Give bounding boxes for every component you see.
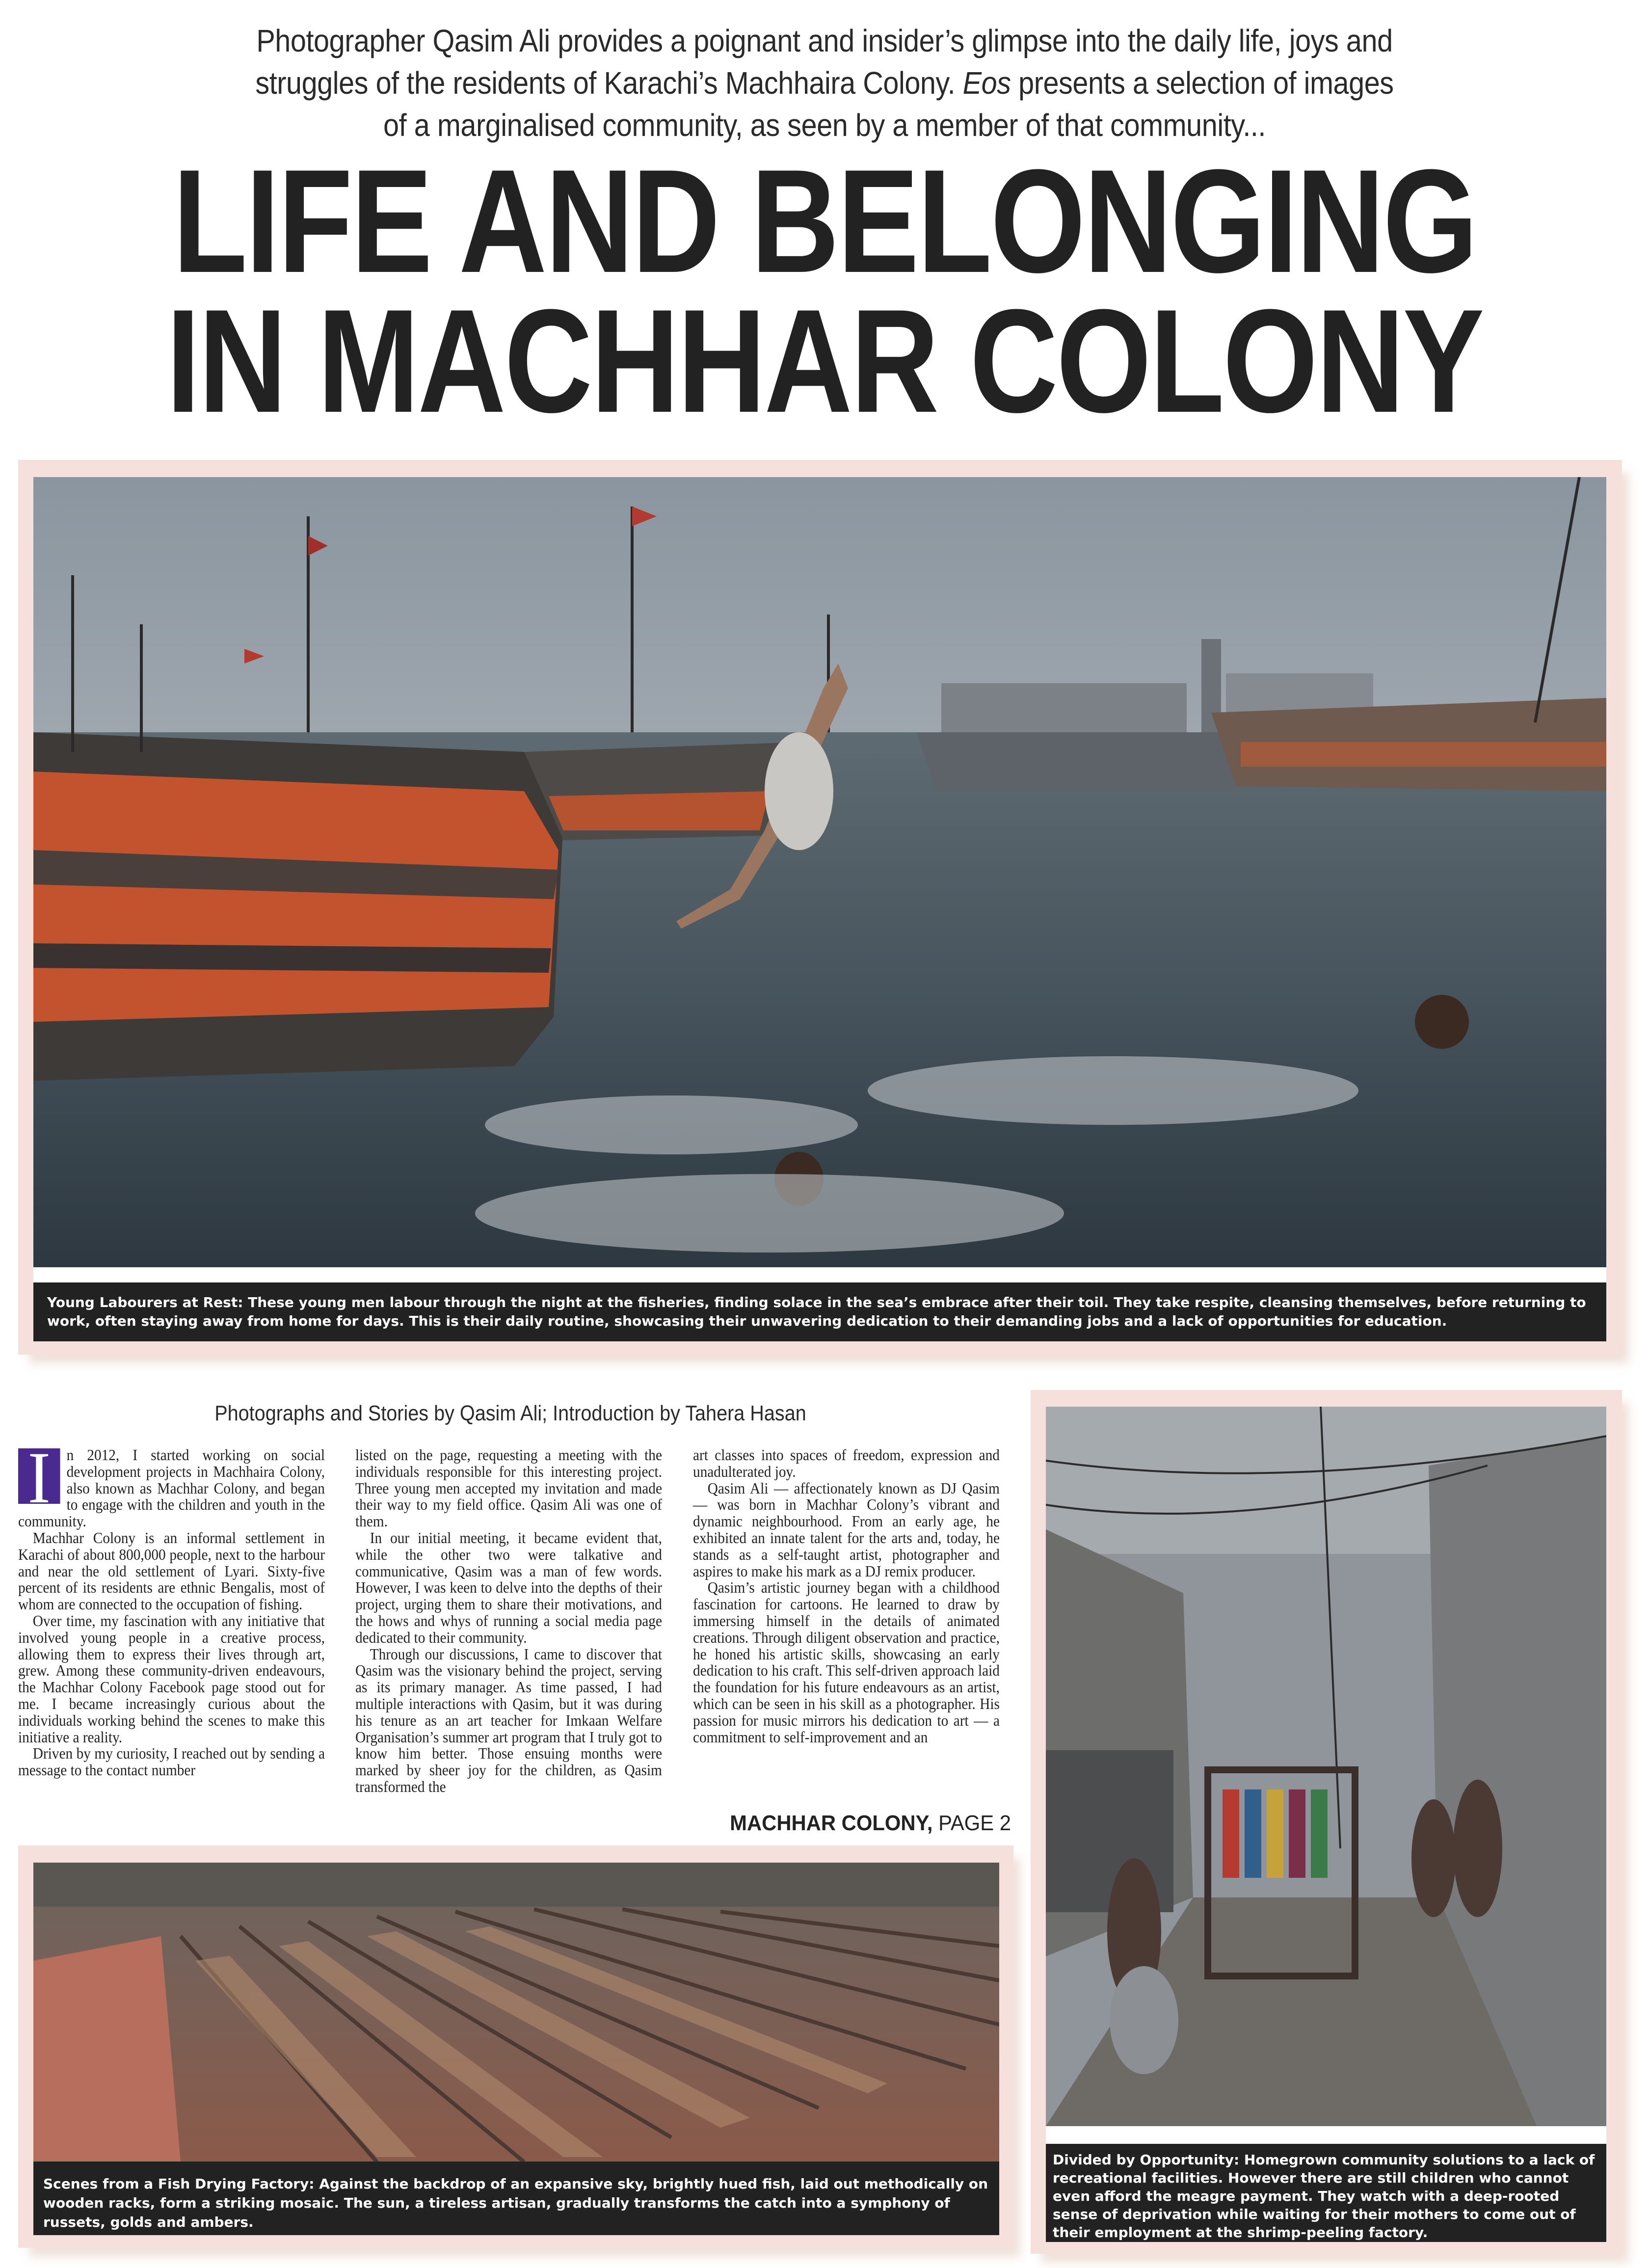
article-column-1	[18, 1437, 325, 1779]
jump-page: PAGE 2	[932, 1811, 1011, 1835]
caption-spacer	[1046, 2126, 1606, 2144]
standfirst-text: presents a selection of images	[1011, 65, 1394, 101]
paragraph: Qasim’s artistic journey began with a childhood fascination for cartoons. He learned to draw by immersing himself in the details of animated creations. Through diligent observation and practice, he honed his artistic skills, showcasing an early dedication to his craft. This self-driven approach laid the foundation for his future endeavours as an artist, which can be seen in his skill as a photographer. His passion for music mirrors his dedication to art — a commitment to self-improvement and an	[693, 1579, 1000, 1746]
headline-line-2: IN MACHHAR COLONY	[166, 278, 1483, 443]
main-photo	[33, 477, 1606, 1267]
standfirst	[127, 20, 1522, 146]
jump-label: MACHHAR COLONY,	[730, 1811, 933, 1835]
paragraph: listed on the page, requesting a meeting with the individuals responsible for this interesting project. Three young men accepted my invitation and made their way to my field office. Qasim Ali was one of them.	[355, 1446, 662, 1530]
caption-spacer	[33, 1267, 1606, 1282]
standfirst-text: struggles of the residents of Karachi’s Machhaira Colony.	[255, 65, 963, 101]
kids-photo	[1046, 1407, 1606, 2126]
harbour-diving-image	[33, 477, 1606, 1267]
fish-photo-caption: Scenes from a Fish Drying Factory: Against the backdrop of an expansive sky, brightly hued fish, laid out methodically on wooden racks, form a striking mosaic. The sun, a tireless artisan, gradually transforms the catch into a symphony of russets, golds and ambers.	[33, 2161, 999, 2235]
article-column-2	[355, 1447, 662, 1795]
kids-photo-caption: Divided by Opportunity: Homegrown community solutions to a lack of recreational facilities. However there are still children who cannot even afford the meagre payment. They watch with a deep-rooted sense of deprivation while waiting for their mothers to come out of their employment at the shrimp-peeling factory.	[1046, 2144, 1606, 2242]
paragraph: Driven by my curiosity, I reached out by sending a message to the contact number	[18, 1745, 325, 1779]
standfirst-line-3: of a marginalised community, as seen by a member of that community...	[383, 107, 1266, 143]
standfirst-line-1: Photographer Qasim Ali provides a poignant and insider’s glimpse into the daily life, joys and	[256, 23, 1393, 58]
headline-line-1: LIFE AND BELONGING	[172, 138, 1477, 303]
fish-drying-racks-image	[33, 1863, 999, 2162]
paragraph: Through our discussions, I came to discover that Qasim was the visionary behind the project, serving as its primary manager. As time passed, I had multiple interactions with Qasim, but it was during his tenure as an art teacher for Imkaan Welfare Organisation’s summer art program that I truly got to know him better. Those ensuing months were marked by sheer joy for the children, as Qasim transformed the	[355, 1645, 662, 1795]
continued-on-page-link[interactable]	[722, 1811, 1011, 1836]
publication-name: Eos	[962, 65, 1011, 101]
article-column-3	[693, 1447, 1000, 1745]
paragraph	[18, 1437, 325, 1530]
drop-cap: I	[18, 1448, 60, 1504]
street-swing-ride-image	[1046, 1407, 1606, 2126]
paragraph: Over time, my fascination with any initiative that involved young people in a creative process, allowing them to express their lives through art, grew. Among these community-driven endeavours, the Machhar Colony Facebook page stood out for me. I became increasingly curious about the individuals working behind the scenes to make this initiative a reality.	[18, 1612, 325, 1746]
paragraph: Qasim Ali — affectionately known as DJ Qasim — was born in Machhar Colony’s vibrant and dynamic neighbourhood. From an early age, he exhibited an innate talent for the arts and, today, he stands as a self-taught artist, photographer and aspires to make his mark as a DJ remix producer.	[693, 1479, 1000, 1580]
main-photo-caption: Young Labourers at Rest: These young men labour through the night at the fisheries, finding solace in the sea’s embrace after their toil. They take respite, cleansing themselves, before returning to work, often staying away from home for days. This is their daily routine, showcasing their unwavering dedication to their demanding jobs and a lack of opportunities for education.	[33, 1282, 1606, 1341]
paragraph: Machhar Colony is an informal settlement in Karachi of about 800,000 people, next to the harbour and near the old settlement of Lyari. Sixty-five percent of its residents are ethnic Bengalis, most of whom are connected to the occupation of fishing.	[18, 1529, 325, 1613]
standfirst-line-2	[127, 62, 1522, 104]
byline: Photographs and Stories by Qasim Ali; Introduction by Tahera Hasan	[214, 1401, 806, 1425]
paragraph: art classes into spaces of freedom, expression and unadulterated joy.	[693, 1446, 1000, 1480]
paragraph: In our initial meeting, it became evident that, while the other two were talkative and communicative, Qasim was a man of few words. However, I was keen to delve into the depths of their project, urging them to share their motivations, and the hows and whys of running a social media page dedicated to their community.	[355, 1529, 662, 1646]
paragraph-text: n 2012, I started working on social development projects in Machhaira Colony, also known as Machhar Colony, and began to engage with the children and youth in the community.	[18, 1446, 325, 1530]
fish-photo	[33, 1863, 999, 2162]
